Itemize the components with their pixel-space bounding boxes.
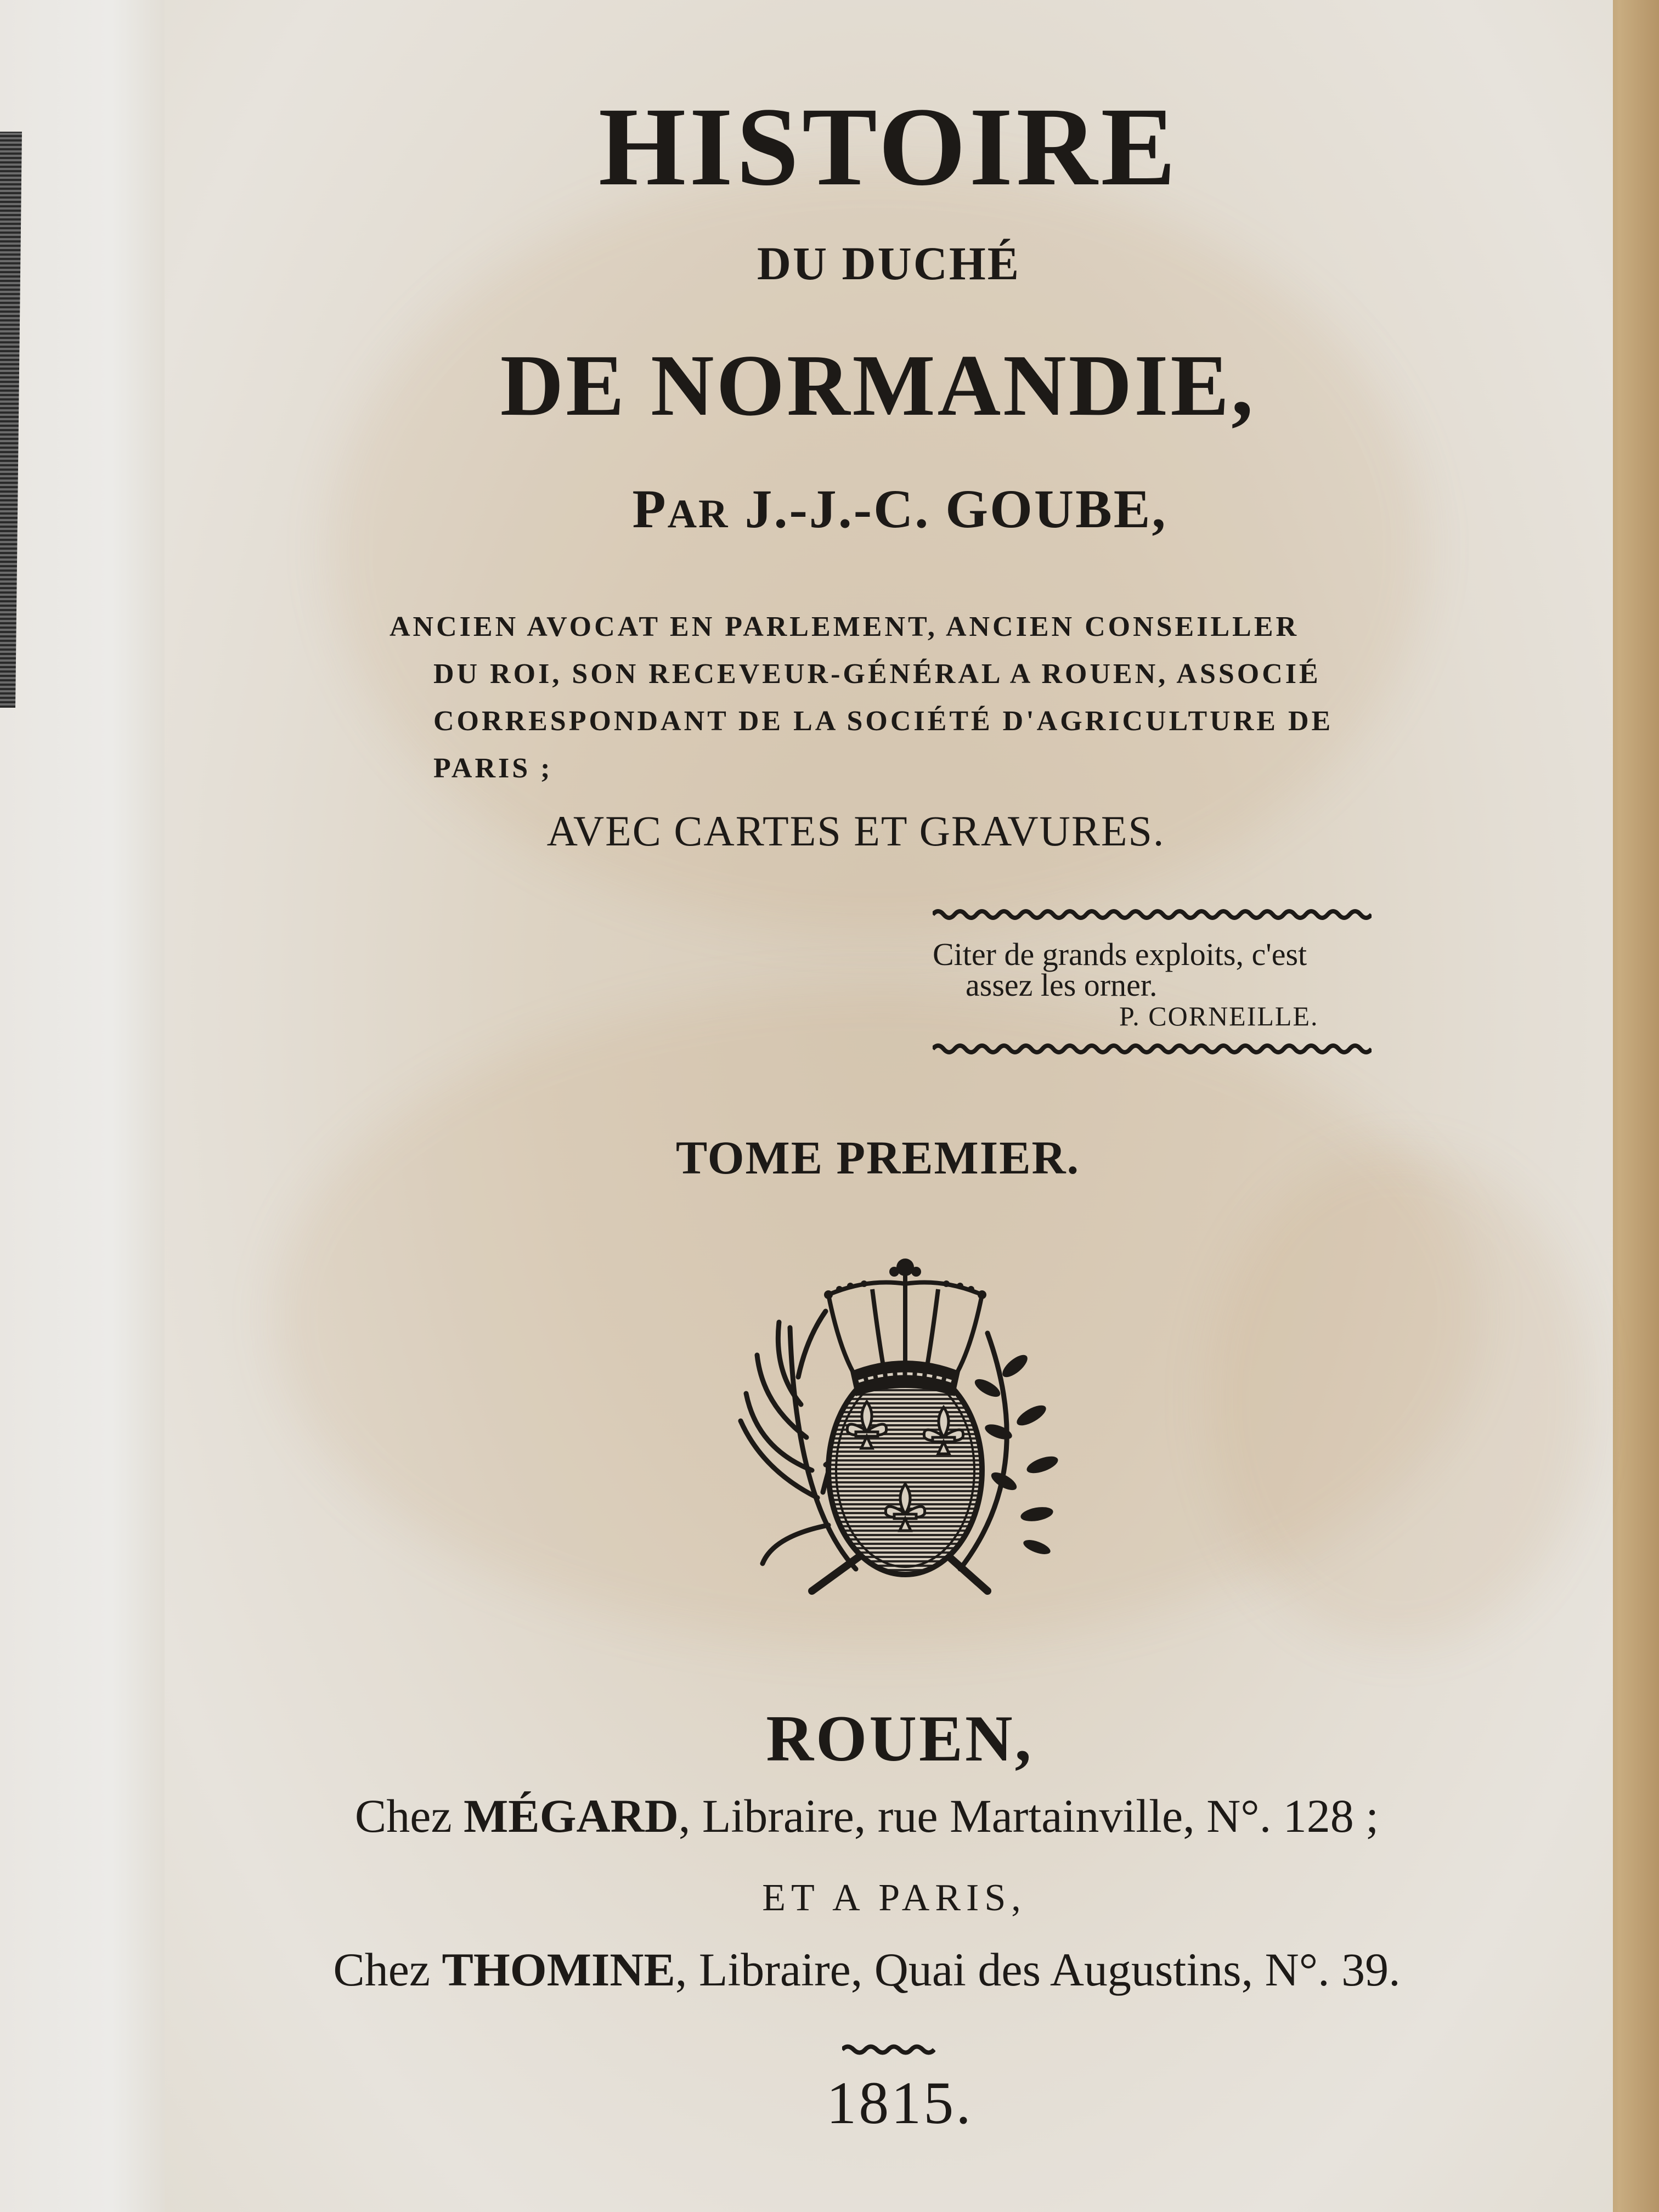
credentials-line-3: CORRESPONDANT DE LA SOCIÉTÉ D'AGRICULTURE DE bbox=[433, 706, 1334, 737]
credentials-line-4: PARIS ; bbox=[433, 753, 553, 784]
publisher-line-rouen bbox=[143, 1788, 1591, 1843]
royal-coat-of-arms-icon bbox=[730, 1240, 1081, 1602]
credentials-line-1: ANCIEN AVOCAT EN PARLEMENT, ANCIEN CONSEILLER bbox=[390, 611, 1300, 642]
author-prefix-initial: P bbox=[632, 478, 668, 539]
title-page-content bbox=[165, 0, 1613, 2212]
epigraph-text bbox=[933, 936, 1383, 1031]
imprint-city: ROUEN, bbox=[766, 1702, 1034, 1775]
epigraph-line-1: Citer de grands exploits, c'est bbox=[933, 936, 1307, 972]
supplement-line: AVEC CARTES ET GRAVURES. bbox=[546, 807, 1165, 855]
publisher2-name: THOMINE bbox=[442, 1943, 675, 1996]
publisher-line-paris bbox=[143, 1942, 1591, 1997]
publisher2-address: , Libraire, Quai des Augustins, N°. 39. bbox=[675, 1943, 1401, 1996]
frontispiece-engraving-edge bbox=[0, 132, 22, 708]
wavy-separator-icon bbox=[842, 2044, 935, 2056]
author-name: J.-J.-C. GOUBE, bbox=[744, 478, 1167, 539]
author-prefix-rest: AR bbox=[667, 492, 730, 537]
subtitle-normandie: DE NORMANDIE, bbox=[500, 336, 1256, 434]
facing-page-left bbox=[0, 0, 187, 2212]
volume-label: TOME PREMIER. bbox=[675, 1131, 1080, 1184]
epigraph-attribution: P. CORNEILLE. bbox=[1119, 1001, 1319, 1031]
publisher1-name: MÉGARD bbox=[464, 1790, 679, 1842]
publisher2-prefix: Chez bbox=[333, 1943, 431, 1996]
wavy-rule-icon bbox=[933, 1042, 1372, 1056]
publication-year: 1815. bbox=[826, 2069, 973, 2136]
book-title: HISTOIRE bbox=[598, 84, 1180, 209]
author-line bbox=[176, 477, 1624, 540]
epigraph-line-2: assez les orner. bbox=[966, 967, 1158, 1003]
publisher1-prefix: Chez bbox=[354, 1790, 452, 1842]
subtitle-du-duche: DU DUCHÉ bbox=[757, 237, 1021, 290]
wavy-rule-icon bbox=[933, 908, 1372, 921]
publisher1-address: , Libraire, rue Martainville, N°. 128 ; bbox=[678, 1790, 1379, 1842]
credentials-line-2: DU ROI, SON RECEVEUR-GÉNÉRAL A ROUEN, ASSOCIÉ bbox=[433, 658, 1321, 690]
author-credentials bbox=[390, 603, 1421, 792]
epigraph bbox=[933, 908, 1383, 1058]
imprint-conjunction: ET A PARIS, bbox=[762, 1877, 1026, 1919]
